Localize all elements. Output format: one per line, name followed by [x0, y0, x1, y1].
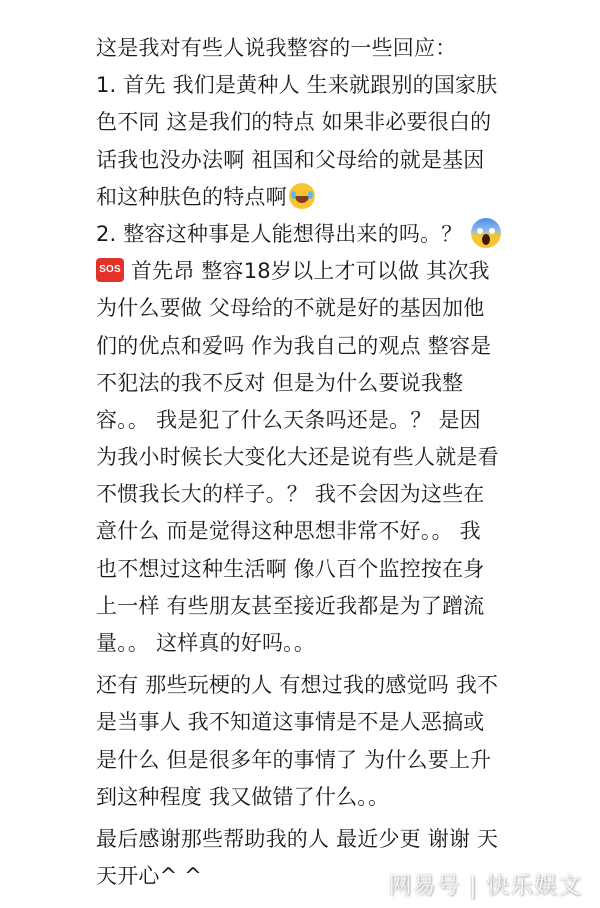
watermark: 网易号 | 快乐娱文 [388, 873, 582, 899]
paragraph-three-line: 不惯我长大的样子。？ 我不会因为这些在 [96, 482, 485, 507]
point-two-line [96, 216, 516, 253]
paragraph-four-line: 是当事人 我不知道这事情是不是人恶搞或 [96, 710, 485, 735]
point-one-last-line [96, 179, 516, 216]
closing-line: 天开心^ ^ [96, 864, 203, 889]
paragraph-three-line: 量。。 这样真的好吗。。 [96, 631, 316, 655]
face-screaming-in-fear-icon [471, 218, 501, 248]
paragraph-three-line: 为我小时候长大变化大还是说有些人就是看 [96, 445, 499, 470]
paragraph-four-line: 是什么 但是很多年的事情了 为什么要上升 [96, 747, 492, 772]
closing-line: 最后感谢那些帮助我的人 最近少更 谢谢 天 [96, 826, 499, 851]
paragraph-three-text: 首先昂 整容18岁以上才可以做 其次我 [124, 259, 490, 284]
paragraph-three-line: 上一样 有些朋友甚至接近我都是为了蹭流 [96, 593, 485, 618]
paragraph-three-line: 不犯法的我不反对 但是为什么要说我整 [96, 370, 464, 395]
paragraph-three-first-line [96, 253, 516, 290]
paragraph-three-line: 为什么要做 父母给的不就是好的基因加他 [96, 296, 485, 321]
point-two-text: 2. 整容这种事是人能想得出来的吗。？ [96, 221, 463, 246]
point-one-line: 色不同 这是我们的特点 如果非必要很白的 [96, 110, 492, 135]
point-one-text: 和这种肤色的特点啊 [96, 184, 287, 209]
paragraph-four-line: 到这种程度 我又做错了什么。。 [96, 784, 390, 809]
intro-line: 这是我对有些人说我整容的一些回应： [96, 36, 457, 60]
paragraph-four-line: 还有 那些玩梗的人 有想过我的感觉吗 我不 [96, 673, 499, 698]
sos-icon: SOS [96, 258, 124, 282]
point-one-line: 话我也没办法啊 祖国和父母给的就是基因 [96, 147, 485, 172]
paragraph-three-line: 容。。 我是犯了什么天条吗还是。？ 是因 [96, 407, 481, 432]
post-body [96, 30, 516, 895]
paragraph-three-line: 也不想过这种生活啊 像八百个监控按在身 [96, 556, 485, 581]
paragraph-three-line: 意什么 而是觉得这种思想非常不好。。 我 [96, 519, 481, 544]
face-with-tears-of-joy-icon [289, 183, 315, 209]
paragraph-three-line: 们的优点和爱吗 作为我自己的观点 整容是 [96, 333, 492, 358]
point-one-line: 1. 首先 我们是黄种人 生来就跟别的国家肤 [96, 73, 498, 98]
